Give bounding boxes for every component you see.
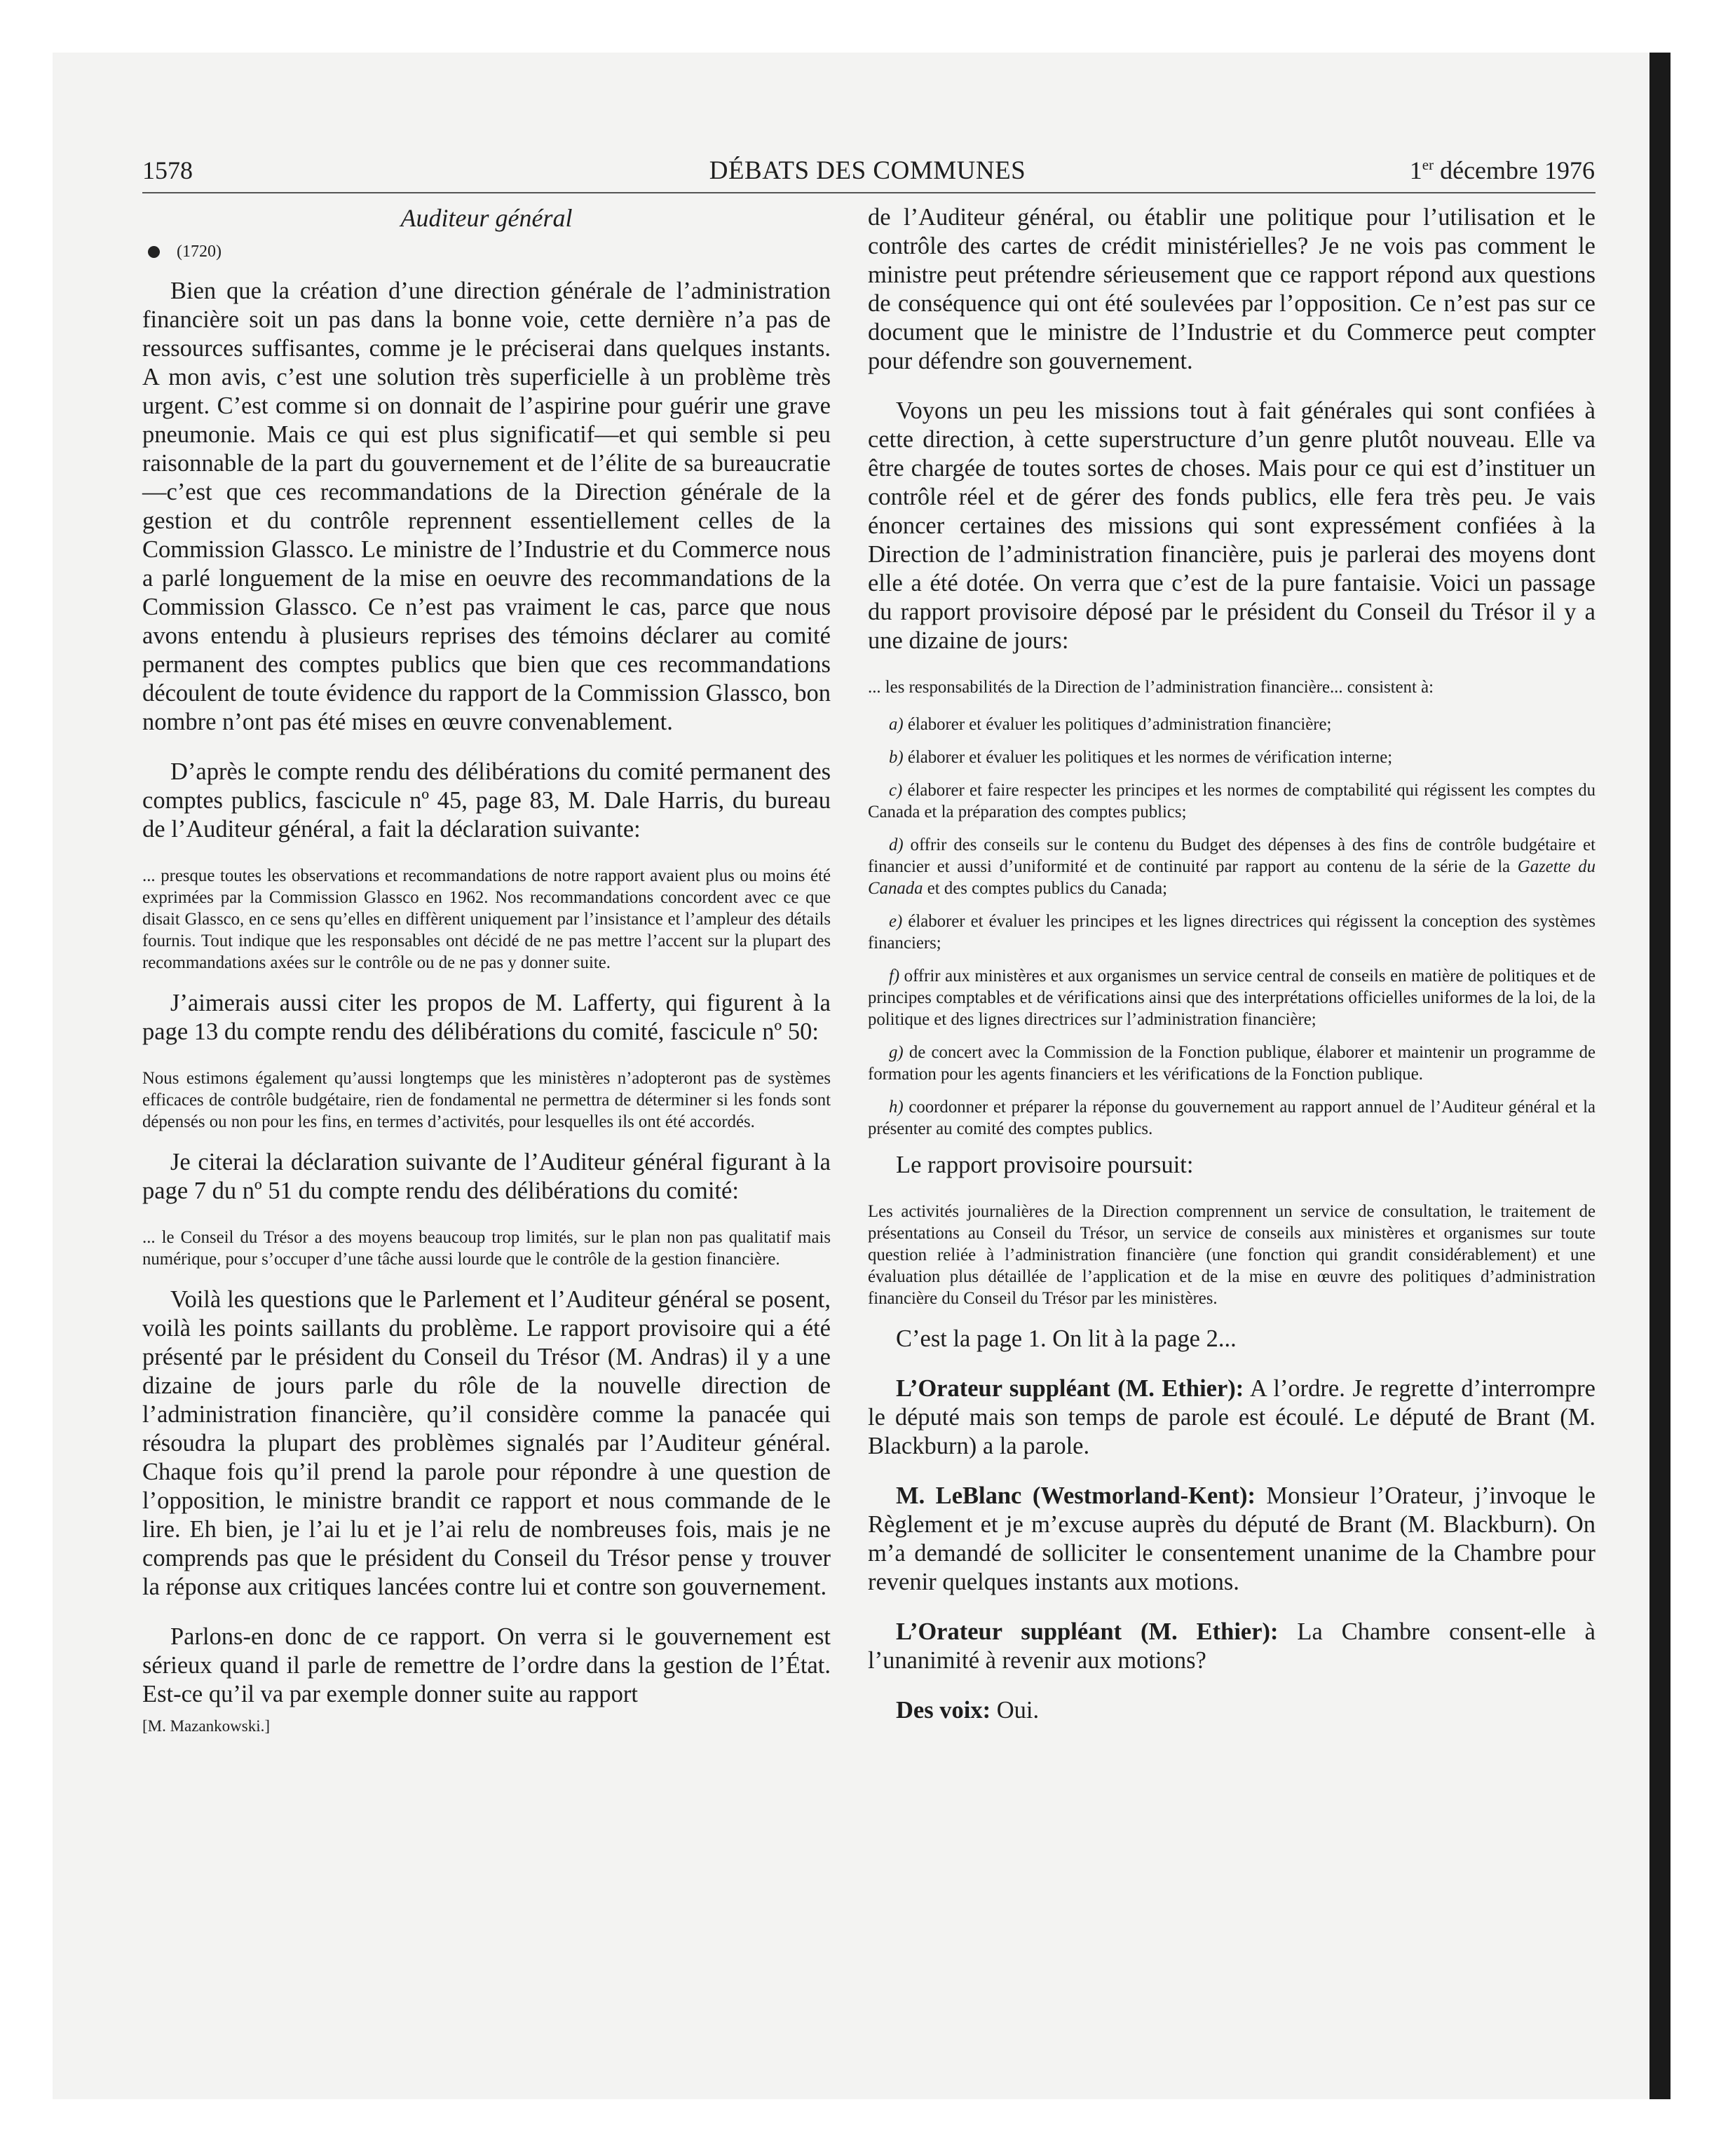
block-quote: Les activités journalières de la Direction comprennent un service de consultation, le traitement de présentations au Conseil du Trésor, un service de conseils aux ministères et organismes sur toute question reliée à l’administration financière (une fonction qui grandit considérablement) et une évaluation plus détaillée de l’application et de la mise en œuvre des politiques d’administration financière du Conseil du Trésor par les ministères. [868,1202,1595,1308]
publication-title: DÉBATS DES COMMUNES [709,156,1026,185]
speaker-name: M. LeBlanc (Westmorland-Kent): [896,1482,1256,1509]
speech: Des voix: Oui. [896,1697,1040,1724]
speaker-name: L’Orateur suppléant (M. Ethier): [896,1375,1244,1402]
speaker-name: Des voix: [896,1697,991,1724]
responsibilities-list [868,714,1595,1140]
speaker-attribution: [M. Mazankowski.] [142,1717,271,1735]
list-item: b) élaborer et évaluer les politiques et les normes de vérification interne; [889,748,1393,767]
paragraph: Voyons un peu les missions tout à fait générales qui sont confiées à cette direction, à cette superstructure d’un genre plutôt nouveau. Elle va être chargée de toutes sortes de choses. Mais pour ce qui est d’instituer un contrôle réel et de gérer des fonds publics, elle fera très peu. Je vais énoncer certaines des missions qui sont expressément confiées à la Direction de l’administration financière, puis je parlerai des moyens dont elle a été dotée. On verra que c’est de la pure fantaisie. Voici un passage du rapport provisoire déposé par le président du Conseil du Trésor il y a une dizaine de jours: [868,397,1595,654]
list-item: a) élaborer et évaluer les politiques d’administration financière; [889,715,1332,734]
list-item: g) de concert avec la Commission de la Fonction publique, élaborer et maintenir un programme de formation pour les agents financiers et les vérifications de la Fonction publique. [868,1043,1595,1084]
speech: L’Orateur suppléant (M. Ethier): A l’ordre. Je regrette d’interrompre le député mais son temps de parole est écoulé. Le député de Brant (M. Blackburn) a la parole. [868,1375,1595,1459]
paragraph: Le rapport provisoire poursuit: [896,1152,1194,1178]
paragraph: C’est la page 1. On lit à la page 2... [896,1325,1237,1352]
paragraph: Parlons-en donc de ce rapport. On verra si le gouvernement est sérieux quand il parle de remettre de l’ordre dans la gestion de l’État. Est-ce qu’il va par exemple donner suite au rapport [142,1623,831,1707]
paragraph: de l’Auditeur général, ou établir une politique pour l’utilisation et le contrôle des cartes de crédit ministérielles? Je ne vois pas comment le ministre peut prétendre sérieusement que ce rapport répond aux questions de conséquence qui ont été soulevées par l’opposition. Ce n’est pas sur ce document que le ministre de l’Industrie et du Commerce peut compter pour défendre son gouvernement. [868,204,1595,374]
list-item: f) offrir aux ministères et aux organismes un service central de conseils en matière de politiques et de principes comptables et de vérifications ainsi que des interprétations officielles uniformes de la loi, de la politique et des lignes directrices sur l’administration financière; [868,967,1595,1029]
page-number: 1578 [142,156,193,184]
speaker-name: L’Orateur suppléant (M. Ethier): [896,1618,1279,1645]
block-quote: Nous estimons également qu’aussi longtemps que les ministères n’adopteront pas de systèmes efficaces de contrôle budgétaire, rien de fondamental ne permettra de déterminer si les fonds sont dépensés ou non pour les fins, en termes d’activités, pour lesquelles ils ont été accordés. [142,1069,831,1131]
speech: M. LeBlanc (Westmorland-Kent): Monsieur l’Orateur, j’invoque le Règlement et je m’excuse auprès du député de Brant (M. Blackburn). On m’a demandé de solliciter le consentement unanime de la Chambre pour revenir quelques instants aux motions. [868,1482,1595,1595]
header-date: 1er décembre 1976 [1409,156,1595,184]
paragraph: Voilà les questions que le Parlement et l’Auditeur général se posent, voilà les points saillants du problème. Le rapport provisoire qui a été présenté par le président du Conseil du Trésor (M. Andras) il y a une dizaine de jours parle du rôle de la nouvelle direction de l’administration financière, qu’il considère comme la panacée qui résoudra la plupart des problèmes signalés par l’Auditeur général. Chaque fois qu’il prend la parole pour répondre à une question de l’opposition, le ministre brandit ce rapport et nous commande de le lire. Eh bien, je l’ai lu et je l’ai relu de nombreuses fois, mais je ne comprends pas que le président du Conseil du Trésor pense y trouver la réponse aux critiques lancées contre lui et contre son gouvernement. [142,1286,831,1600]
speech: L’Orateur suppléant (M. Ethier): La Chambre consent-elle à l’unanimité à revenir aux motions? [868,1618,1595,1674]
header-rule [142,192,1595,193]
paragraph: Bien que la création d’une direction générale de l’administration financière soit un pas dans la bonne voie, cette dernière n’a pas de ressources suffisantes, comme je le préciserai dans quelques instants. A mon avis, c’est une solution très superficielle à un problème très urgent. C’est comme si on donnait de l’aspirine pour guérir une grave pneumonie. Mais ce qui est plus significatif—et qui semble si peu raisonnable de la part du gouvernement et de l’élite de sa bureaucratie—c’est que ces recommandations de la Direction générale de la gestion et du contrôle reprennent essentiellement celles de la Commission Glassco. Le ministre de l’Industrie et du Commerce nous a parlé longuement de la mise en oeuvre des recommandations de la Commission Glassco. Ce n’est pas vraiment le cas, parce que nous avons entendu à plusieurs reprises des témoins déclarer au comité permanent des comptes publics que bien que ces recommandations découlent de toute évidence du rapport de la Commission Glassco, bon nombre n’ont pas été mises en œuvre convenablement. [142,278,831,735]
section-title: Auditeur général [400,204,573,232]
paragraph: Je citerai la déclaration suivante de l’Auditeur général figurant à la page 7 du nº 51 du compte rendu des délibérations du comité: [142,1149,831,1204]
block-quote: ... presque toutes les observations et recommandations de notre rapport avaient plus ou moins été exprimées par la Commission Glassco en 1962. Nos recommandations concordent avec ce que disait Glassco, en ce sens qu’elles en diffèrent uniquement par l’insistance et l’ampleur des détails fournis. Tout indique que les responsables ont décidé de ne pas mettre l’accent sur la plupart des recommandations axées sur le contrôle ou de ne pas y donner suite. [142,866,831,972]
paragraph: D’après le compte rendu des délibérations du comité permanent des comptes publics, fascicule nº 45, page 83, M. Dale Harris, du bureau de l’Auditeur général, a fait la déclaration suivante: [142,758,831,842]
paragraph: J’aimerais aussi citer les propos de M. Lafferty, qui figurent à la page 13 du compte rendu des délibérations du comité, fascicule nº 50: [142,990,831,1045]
timestamp: (1720) [142,243,831,261]
list-item: h) coordonner et préparer la réponse du gouvernement au rapport annuel de l’Auditeur général et la présenter au comité des comptes publics. [868,1098,1595,1138]
scan-edge-bar [1649,53,1671,2099]
block-quote: ... le Conseil du Trésor a des moyens beaucoup trop limités, sur le plan non pas qualitatif mais numérique, pour s’occuper d’une tâche aussi lourde que le contrôle de la gestion financière. [142,1228,831,1269]
block-quote: ... les responsabilités de la Direction de l’administration financière... consistent à: [868,678,1434,697]
left-column [142,203,831,1735]
list-item: d) offrir des conseils sur le contenu du Budget des dépenses à des fins de contrôle budgétaire et financier et aussi d’uniformité et de continuité par rapport au contenu de la série de la Gazette du Canada et des comptes publics du Canada; [868,835,1596,898]
list-item: e) élaborer et évaluer les principes et les lignes directrices qui régissent la conception des systèmes financiers; [868,912,1595,953]
list-item: c) élaborer et faire respecter les principes et les normes de comptabilité qui régissent les comptes du Canada et la préparation des comptes publics; [868,781,1595,821]
bullet-icon [148,246,160,258]
right-column [868,203,1595,1746]
